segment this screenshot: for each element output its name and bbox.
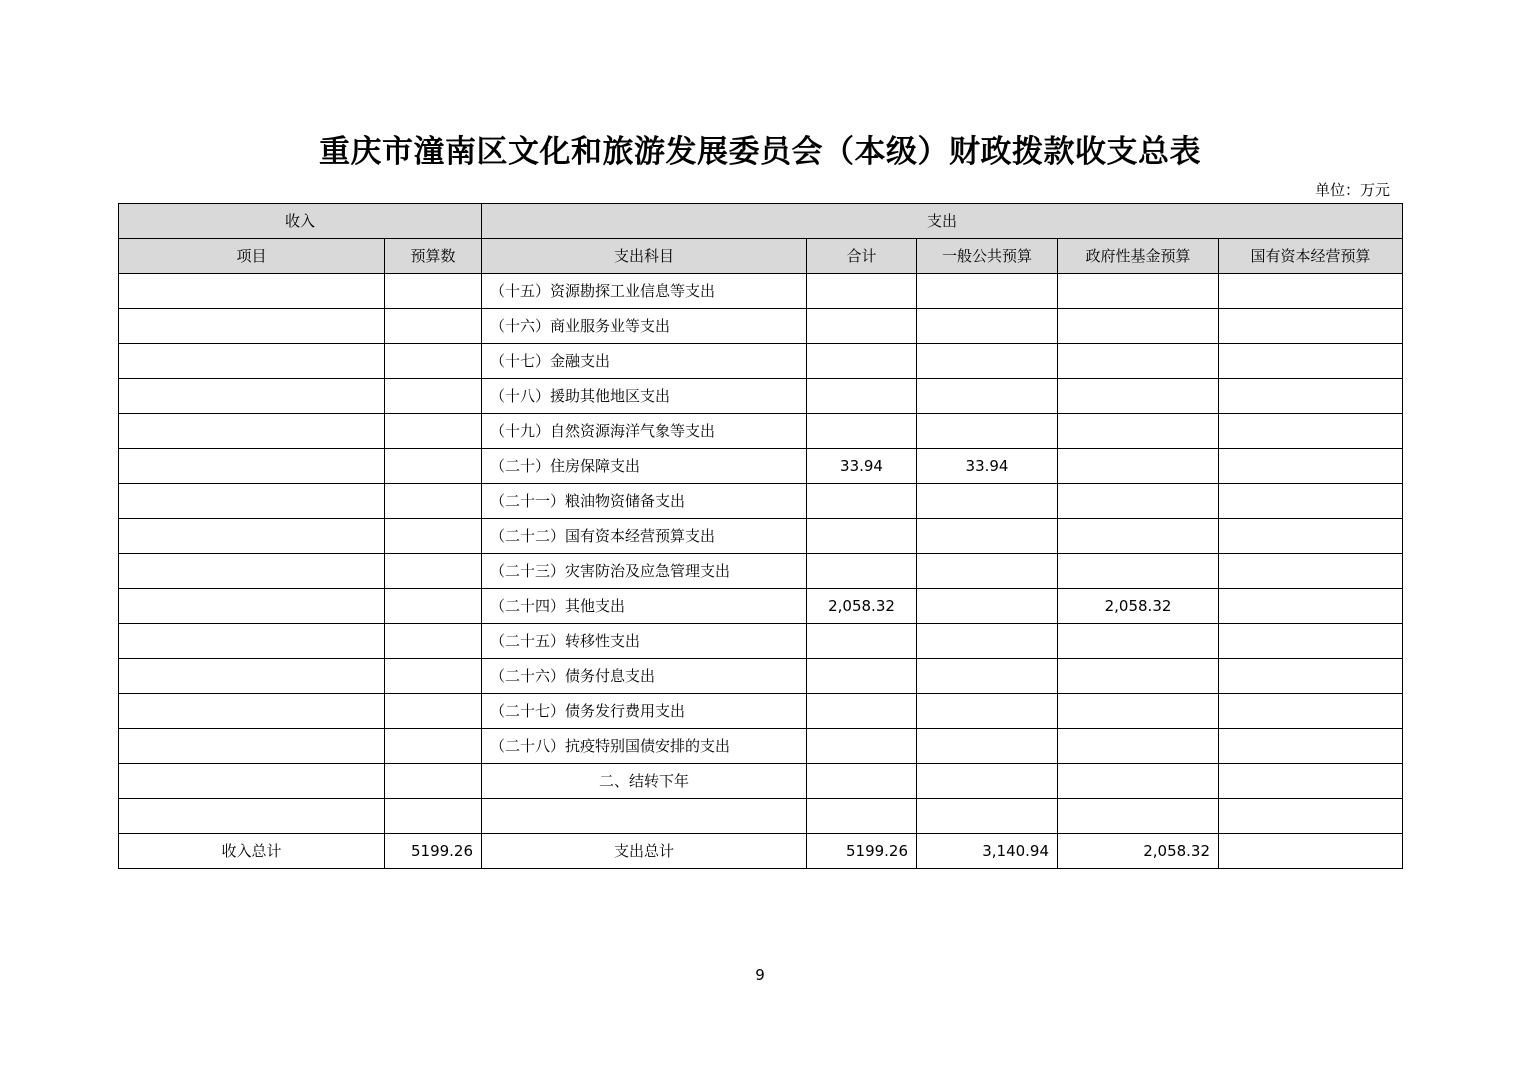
cell-state-capital [1219, 484, 1403, 519]
cell-state-capital [1219, 659, 1403, 694]
col-header-budget: 预算数 [385, 239, 482, 274]
table-row [119, 799, 1403, 834]
cell-item [119, 414, 385, 449]
page-title: 重庆市潼南区文化和旅游发展委员会（本级）财政拨款收支总表 [319, 134, 1201, 170]
table-row [119, 309, 1403, 344]
cell-expense-subject: 二、结转下年 [482, 764, 807, 799]
cell-item [119, 554, 385, 589]
page-number: 9 [755, 966, 765, 984]
cell-gov-fund [1058, 344, 1219, 379]
expense-total-label: 支出总计 [482, 834, 807, 869]
cell-budget [385, 484, 482, 519]
cell-budget [385, 519, 482, 554]
cell-total [807, 519, 917, 554]
cell-state-capital [1219, 694, 1403, 729]
expense-total-general-public: 3,140.94 [917, 834, 1058, 869]
cell-total [807, 274, 917, 309]
cell-general-public [917, 729, 1058, 764]
cell-state-capital [1219, 589, 1403, 624]
cell-item [119, 764, 385, 799]
cell-total [807, 344, 917, 379]
cell-total [807, 379, 917, 414]
cell-gov-fund [1058, 659, 1219, 694]
cell-expense-subject: （二十五）转移性支出 [482, 624, 807, 659]
cell-state-capital [1219, 274, 1403, 309]
cell-expense-subject [482, 799, 807, 834]
cell-gov-fund [1058, 484, 1219, 519]
cell-gov-fund [1058, 764, 1219, 799]
col-header-general-public: 一般公共预算 [917, 239, 1058, 274]
cell-budget [385, 729, 482, 764]
cell-general-public [917, 519, 1058, 554]
col-header-item: 项目 [119, 239, 385, 274]
cell-total [807, 659, 917, 694]
cell-expense-subject: （十七）金融支出 [482, 344, 807, 379]
table-row [119, 379, 1403, 414]
table-row [119, 484, 1403, 519]
cell-expense-subject: （二十六）债务付息支出 [482, 659, 807, 694]
income-total-label: 收入总计 [119, 834, 385, 869]
cell-budget [385, 449, 482, 484]
cell-budget [385, 414, 482, 449]
cell-general-public [917, 309, 1058, 344]
cell-budget [385, 344, 482, 379]
cell-state-capital [1219, 309, 1403, 344]
table-row [119, 554, 1403, 589]
cell-budget [385, 659, 482, 694]
cell-total [807, 309, 917, 344]
cell-budget [385, 589, 482, 624]
cell-total [807, 799, 917, 834]
cell-gov-fund [1058, 554, 1219, 589]
cell-item [119, 519, 385, 554]
cell-expense-subject: （十九）自然资源海洋气象等支出 [482, 414, 807, 449]
cell-item [119, 309, 385, 344]
cell-general-public [917, 379, 1058, 414]
cell-item [119, 344, 385, 379]
cell-total [807, 484, 917, 519]
cell-general-public [917, 414, 1058, 449]
cell-general-public [917, 764, 1058, 799]
cell-gov-fund [1058, 379, 1219, 414]
expense-total-gov-fund: 2,058.32 [1058, 834, 1219, 869]
table-row [119, 729, 1403, 764]
table-row [119, 414, 1403, 449]
expense-group-header: 支出 [482, 204, 1403, 239]
cell-item [119, 799, 385, 834]
cell-gov-fund [1058, 449, 1219, 484]
cell-total [807, 414, 917, 449]
cell-state-capital [1219, 799, 1403, 834]
table-row [119, 519, 1403, 554]
table-row [119, 344, 1403, 379]
cell-item [119, 659, 385, 694]
cell-state-capital [1219, 519, 1403, 554]
cell-expense-subject: （二十七）债务发行费用支出 [482, 694, 807, 729]
cell-item [119, 589, 385, 624]
cell-gov-fund [1058, 799, 1219, 834]
cell-total [807, 729, 917, 764]
col-header-total: 合计 [807, 239, 917, 274]
cell-expense-subject: （二十一）粮油物资储备支出 [482, 484, 807, 519]
cell-state-capital [1219, 764, 1403, 799]
table-row [119, 589, 1403, 624]
cell-state-capital [1219, 449, 1403, 484]
income-total-value: 5199.26 [385, 834, 482, 869]
cell-item [119, 624, 385, 659]
cell-expense-subject: （二十）住房保障支出 [482, 449, 807, 484]
expense-total-state-capital [1219, 834, 1403, 869]
cell-expense-subject: （十六）商业服务业等支出 [482, 309, 807, 344]
cell-general-public [917, 659, 1058, 694]
expense-total-sum: 5199.26 [807, 834, 917, 869]
cell-state-capital [1219, 414, 1403, 449]
cell-general-public [917, 589, 1058, 624]
cell-budget [385, 309, 482, 344]
cell-general-public [917, 274, 1058, 309]
cell-state-capital [1219, 344, 1403, 379]
cell-budget [385, 554, 482, 589]
col-header-state-capital: 国有资本经营预算 [1219, 239, 1403, 274]
cell-general-public [917, 344, 1058, 379]
cell-item [119, 729, 385, 764]
cell-state-capital [1219, 379, 1403, 414]
unit-label: 单位：万元 [1314, 181, 1390, 199]
cell-state-capital [1219, 554, 1403, 589]
cell-budget [385, 764, 482, 799]
cell-general-public [917, 554, 1058, 589]
cell-gov-fund [1058, 519, 1219, 554]
cell-gov-fund: 2,058.32 [1058, 589, 1219, 624]
cell-gov-fund [1058, 624, 1219, 659]
header-group-row [119, 204, 1403, 239]
table-row [119, 274, 1403, 309]
cell-expense-subject: （二十三）灾害防治及应急管理支出 [482, 554, 807, 589]
cell-gov-fund [1058, 274, 1219, 309]
cell-expense-subject: （二十八）抗疫特别国债安排的支出 [482, 729, 807, 764]
cell-item [119, 449, 385, 484]
cell-state-capital [1219, 729, 1403, 764]
cell-gov-fund [1058, 694, 1219, 729]
totals-row [119, 834, 1403, 869]
cell-budget [385, 694, 482, 729]
fiscal-summary-table [118, 203, 1403, 869]
income-group-header: 收入 [119, 204, 482, 239]
cell-budget [385, 624, 482, 659]
cell-general-public [917, 694, 1058, 729]
cell-item [119, 379, 385, 414]
cell-total [807, 554, 917, 589]
cell-total: 2,058.32 [807, 589, 917, 624]
cell-budget [385, 379, 482, 414]
table-row [119, 449, 1403, 484]
col-header-gov-fund: 政府性基金预算 [1058, 239, 1219, 274]
cell-state-capital [1219, 624, 1403, 659]
cell-item [119, 274, 385, 309]
table-row [119, 764, 1403, 799]
cell-total [807, 624, 917, 659]
cell-gov-fund [1058, 729, 1219, 764]
cell-gov-fund [1058, 414, 1219, 449]
cell-general-public [917, 484, 1058, 519]
table-row [119, 694, 1403, 729]
cell-total [807, 694, 917, 729]
cell-expense-subject: （十五）资源勘探工业信息等支出 [482, 274, 807, 309]
cell-budget [385, 799, 482, 834]
cell-total [807, 764, 917, 799]
cell-expense-subject: （二十二）国有资本经营预算支出 [482, 519, 807, 554]
cell-item [119, 484, 385, 519]
cell-gov-fund [1058, 309, 1219, 344]
cell-total: 33.94 [807, 449, 917, 484]
cell-general-public: 33.94 [917, 449, 1058, 484]
cell-budget [385, 274, 482, 309]
cell-expense-subject: （十八）援助其他地区支出 [482, 379, 807, 414]
cell-item [119, 694, 385, 729]
col-header-expense-subject: 支出科目 [482, 239, 807, 274]
table-row [119, 624, 1403, 659]
cell-general-public [917, 624, 1058, 659]
cell-expense-subject: （二十四）其他支出 [482, 589, 807, 624]
table-row [119, 659, 1403, 694]
header-column-row [119, 239, 1403, 274]
cell-general-public [917, 799, 1058, 834]
